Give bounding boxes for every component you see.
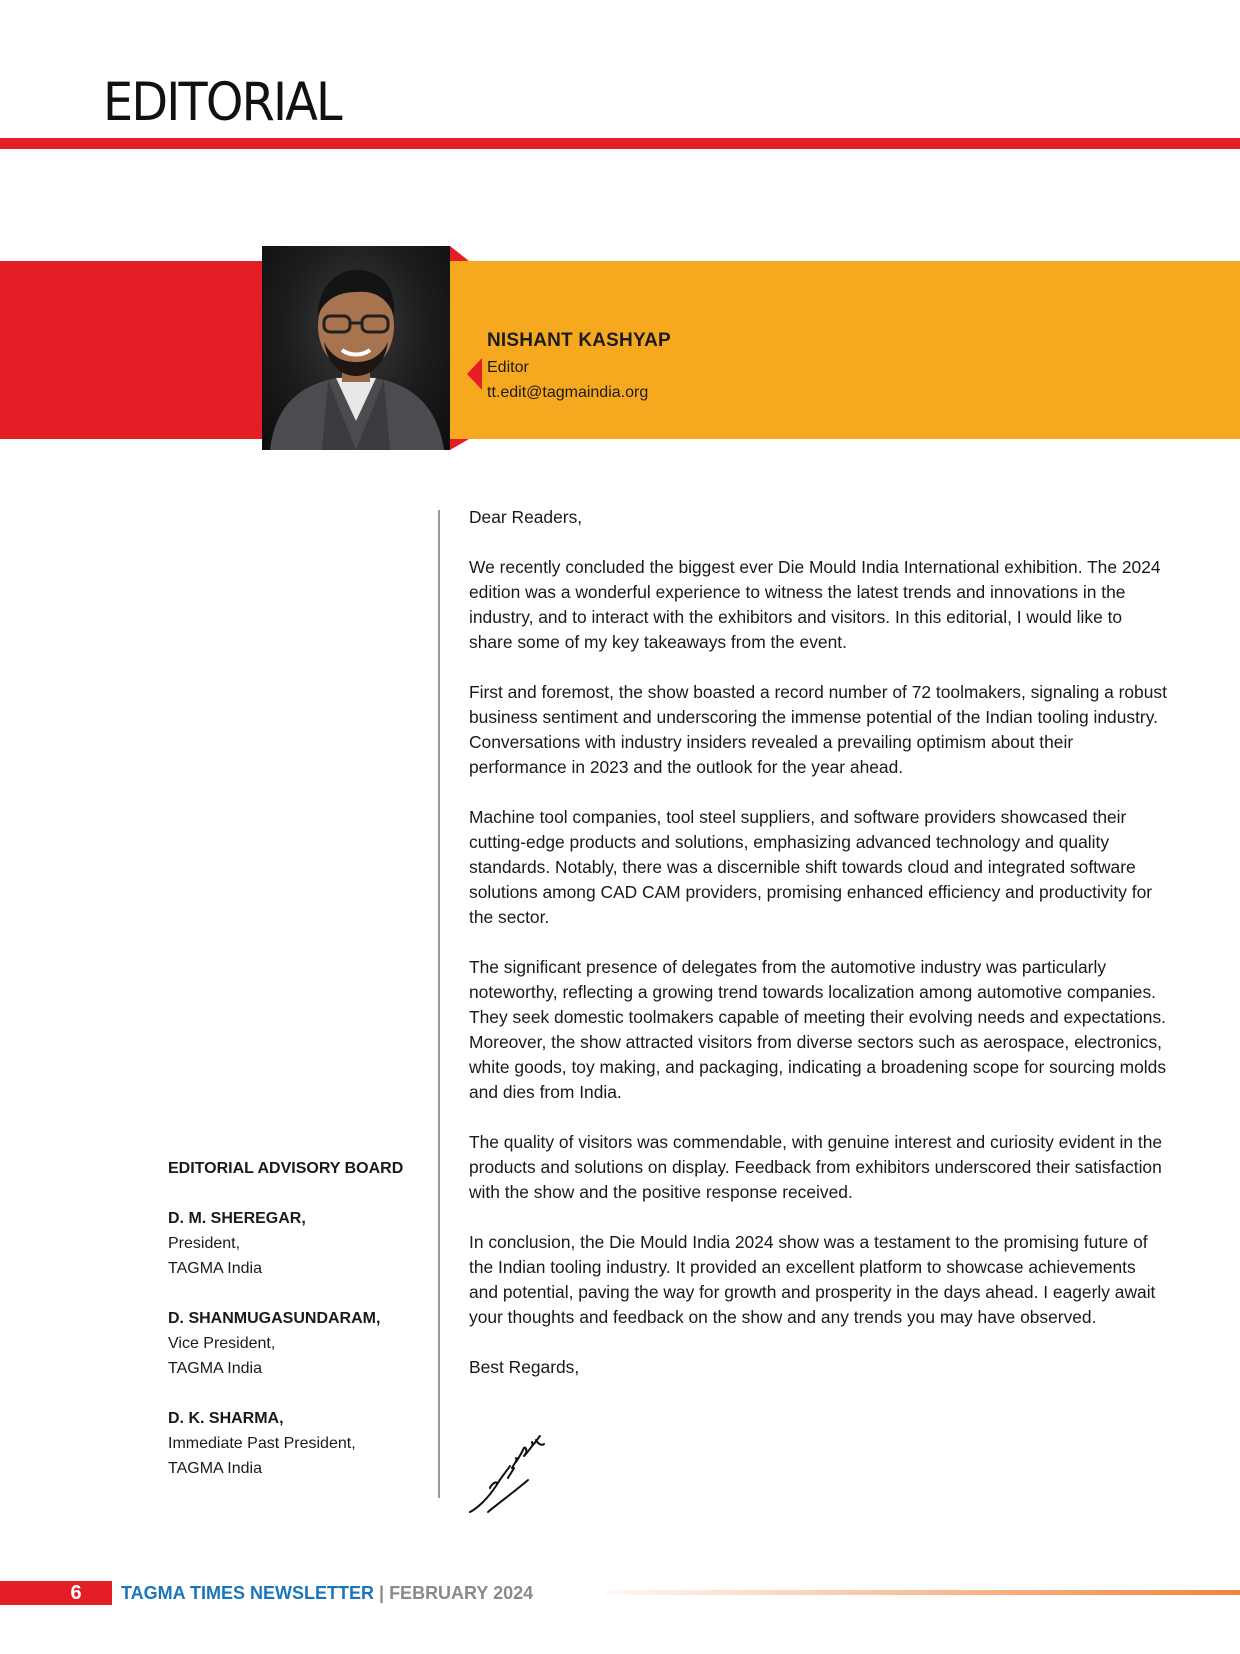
banner-corner-top bbox=[450, 246, 469, 261]
board-member-name: D. M. SHEREGAR, bbox=[168, 1210, 306, 1227]
footer-separator: | bbox=[379, 1583, 385, 1603]
letter-paragraph: We recently concluded the biggest ever Die Mould India International exhibition. The 2024 edition was a wonderful experience to witness the latest trends and innovations in the industry, and to interact with the exhibitors and visitors. In this editorial, I would like to share some of my key takeaways from the event. bbox=[469, 557, 1161, 652]
board-member-title: Immediate Past President, bbox=[168, 1435, 356, 1452]
publication-name: TAGMA TIMES NEWSLETTER bbox=[121, 1583, 374, 1603]
board-member-org: TAGMA India bbox=[168, 1360, 262, 1377]
board-member-org: TAGMA India bbox=[168, 1260, 262, 1277]
page-title: EDITORIAL bbox=[103, 72, 341, 133]
letter-closing: Best Regards, bbox=[469, 1357, 580, 1377]
board-member-name: D. K. SHARMA, bbox=[168, 1410, 284, 1427]
letter-greeting: Dear Readers, bbox=[469, 507, 583, 527]
title-rule bbox=[0, 138, 1240, 149]
editor-name: NISHANT KASHYAP bbox=[487, 330, 671, 351]
letter-paragraph: Machine tool companies, tool steel suppliers, and software providers showcased their cutting-edge products and solutions, emphasizing advanced technology and quality standards. Notably, there was a discernible shift towards cloud and integrated software solutions among CAD CAM providers, promising enhanced efficiency and productivity for the sector. bbox=[469, 807, 1153, 927]
footer-page-tab bbox=[0, 1581, 112, 1605]
banner-red-band bbox=[0, 261, 262, 439]
letter-body bbox=[469, 505, 1169, 1405]
banner-pointer-arrow bbox=[467, 358, 482, 390]
footer-fade-rule bbox=[606, 1590, 1240, 1595]
letter-paragraph: First and foremost, the show boasted a record number of 72 toolmakers, signaling a robust business sentiment and underscoring the immense potential of the Indian tooling industry. Conversations with industry insiders revealed a prevailing optimism about their performance in 2023 and the outlook for the year ahead. bbox=[469, 682, 1167, 777]
issue-date: FEBRUARY 2024 bbox=[389, 1583, 534, 1603]
signature-icon bbox=[466, 1432, 546, 1518]
board-member-name: D. SHANMUGASUNDARAM, bbox=[168, 1310, 381, 1327]
board-member bbox=[168, 1306, 403, 1381]
board-member bbox=[168, 1406, 403, 1481]
footer-publication bbox=[121, 1583, 533, 1604]
editor-photo bbox=[262, 246, 450, 450]
editor-portrait-illustration bbox=[262, 246, 450, 450]
editorial-advisory-board bbox=[168, 1156, 403, 1506]
editor-info bbox=[487, 330, 671, 402]
handwritten-signature bbox=[466, 1432, 546, 1523]
editor-role: Editor bbox=[487, 359, 529, 376]
column-divider bbox=[438, 510, 440, 1498]
banner-corner-bottom bbox=[450, 439, 469, 450]
board-heading: EDITORIAL ADVISORY BOARD bbox=[168, 1160, 404, 1177]
board-member-title: Vice President, bbox=[168, 1335, 276, 1352]
board-member-org: TAGMA India bbox=[168, 1460, 262, 1477]
board-member-title: President, bbox=[168, 1235, 241, 1252]
board-member bbox=[168, 1206, 403, 1281]
editor-email[interactable]: tt.edit@tagmaindia.org bbox=[487, 384, 649, 401]
page-number: 6 bbox=[70, 1582, 82, 1604]
letter-paragraph: The quality of visitors was commendable, with genuine interest and curiosity evident in the products and solutions on display. Feedback from exhibitors underscored their satisfaction with the show and the positive response received. bbox=[469, 1132, 1163, 1202]
letter-paragraph: The significant presence of delegates from the automotive industry was particularly noteworthy, reflecting a growing trend towards localization among automotive companies. They seek domestic toolmakers capable of meeting their evolving needs and expectations. Moreover, the show attracted visitors from diverse sectors such as aerospace, electronics, white goods, toy making, and packaging, indicating a broadening scope for sourcing molds and dies from India. bbox=[469, 957, 1167, 1102]
letter-paragraph: In conclusion, the Die Mould India 2024 show was a testament to the promising future of the Indian tooling industry. It provided an excellent platform to showcase achievements and potential, paving the way for growth and prosperity in the days ahead. I eagerly await your thoughts and feedback on the show and any trends you may have observed. bbox=[469, 1232, 1156, 1327]
